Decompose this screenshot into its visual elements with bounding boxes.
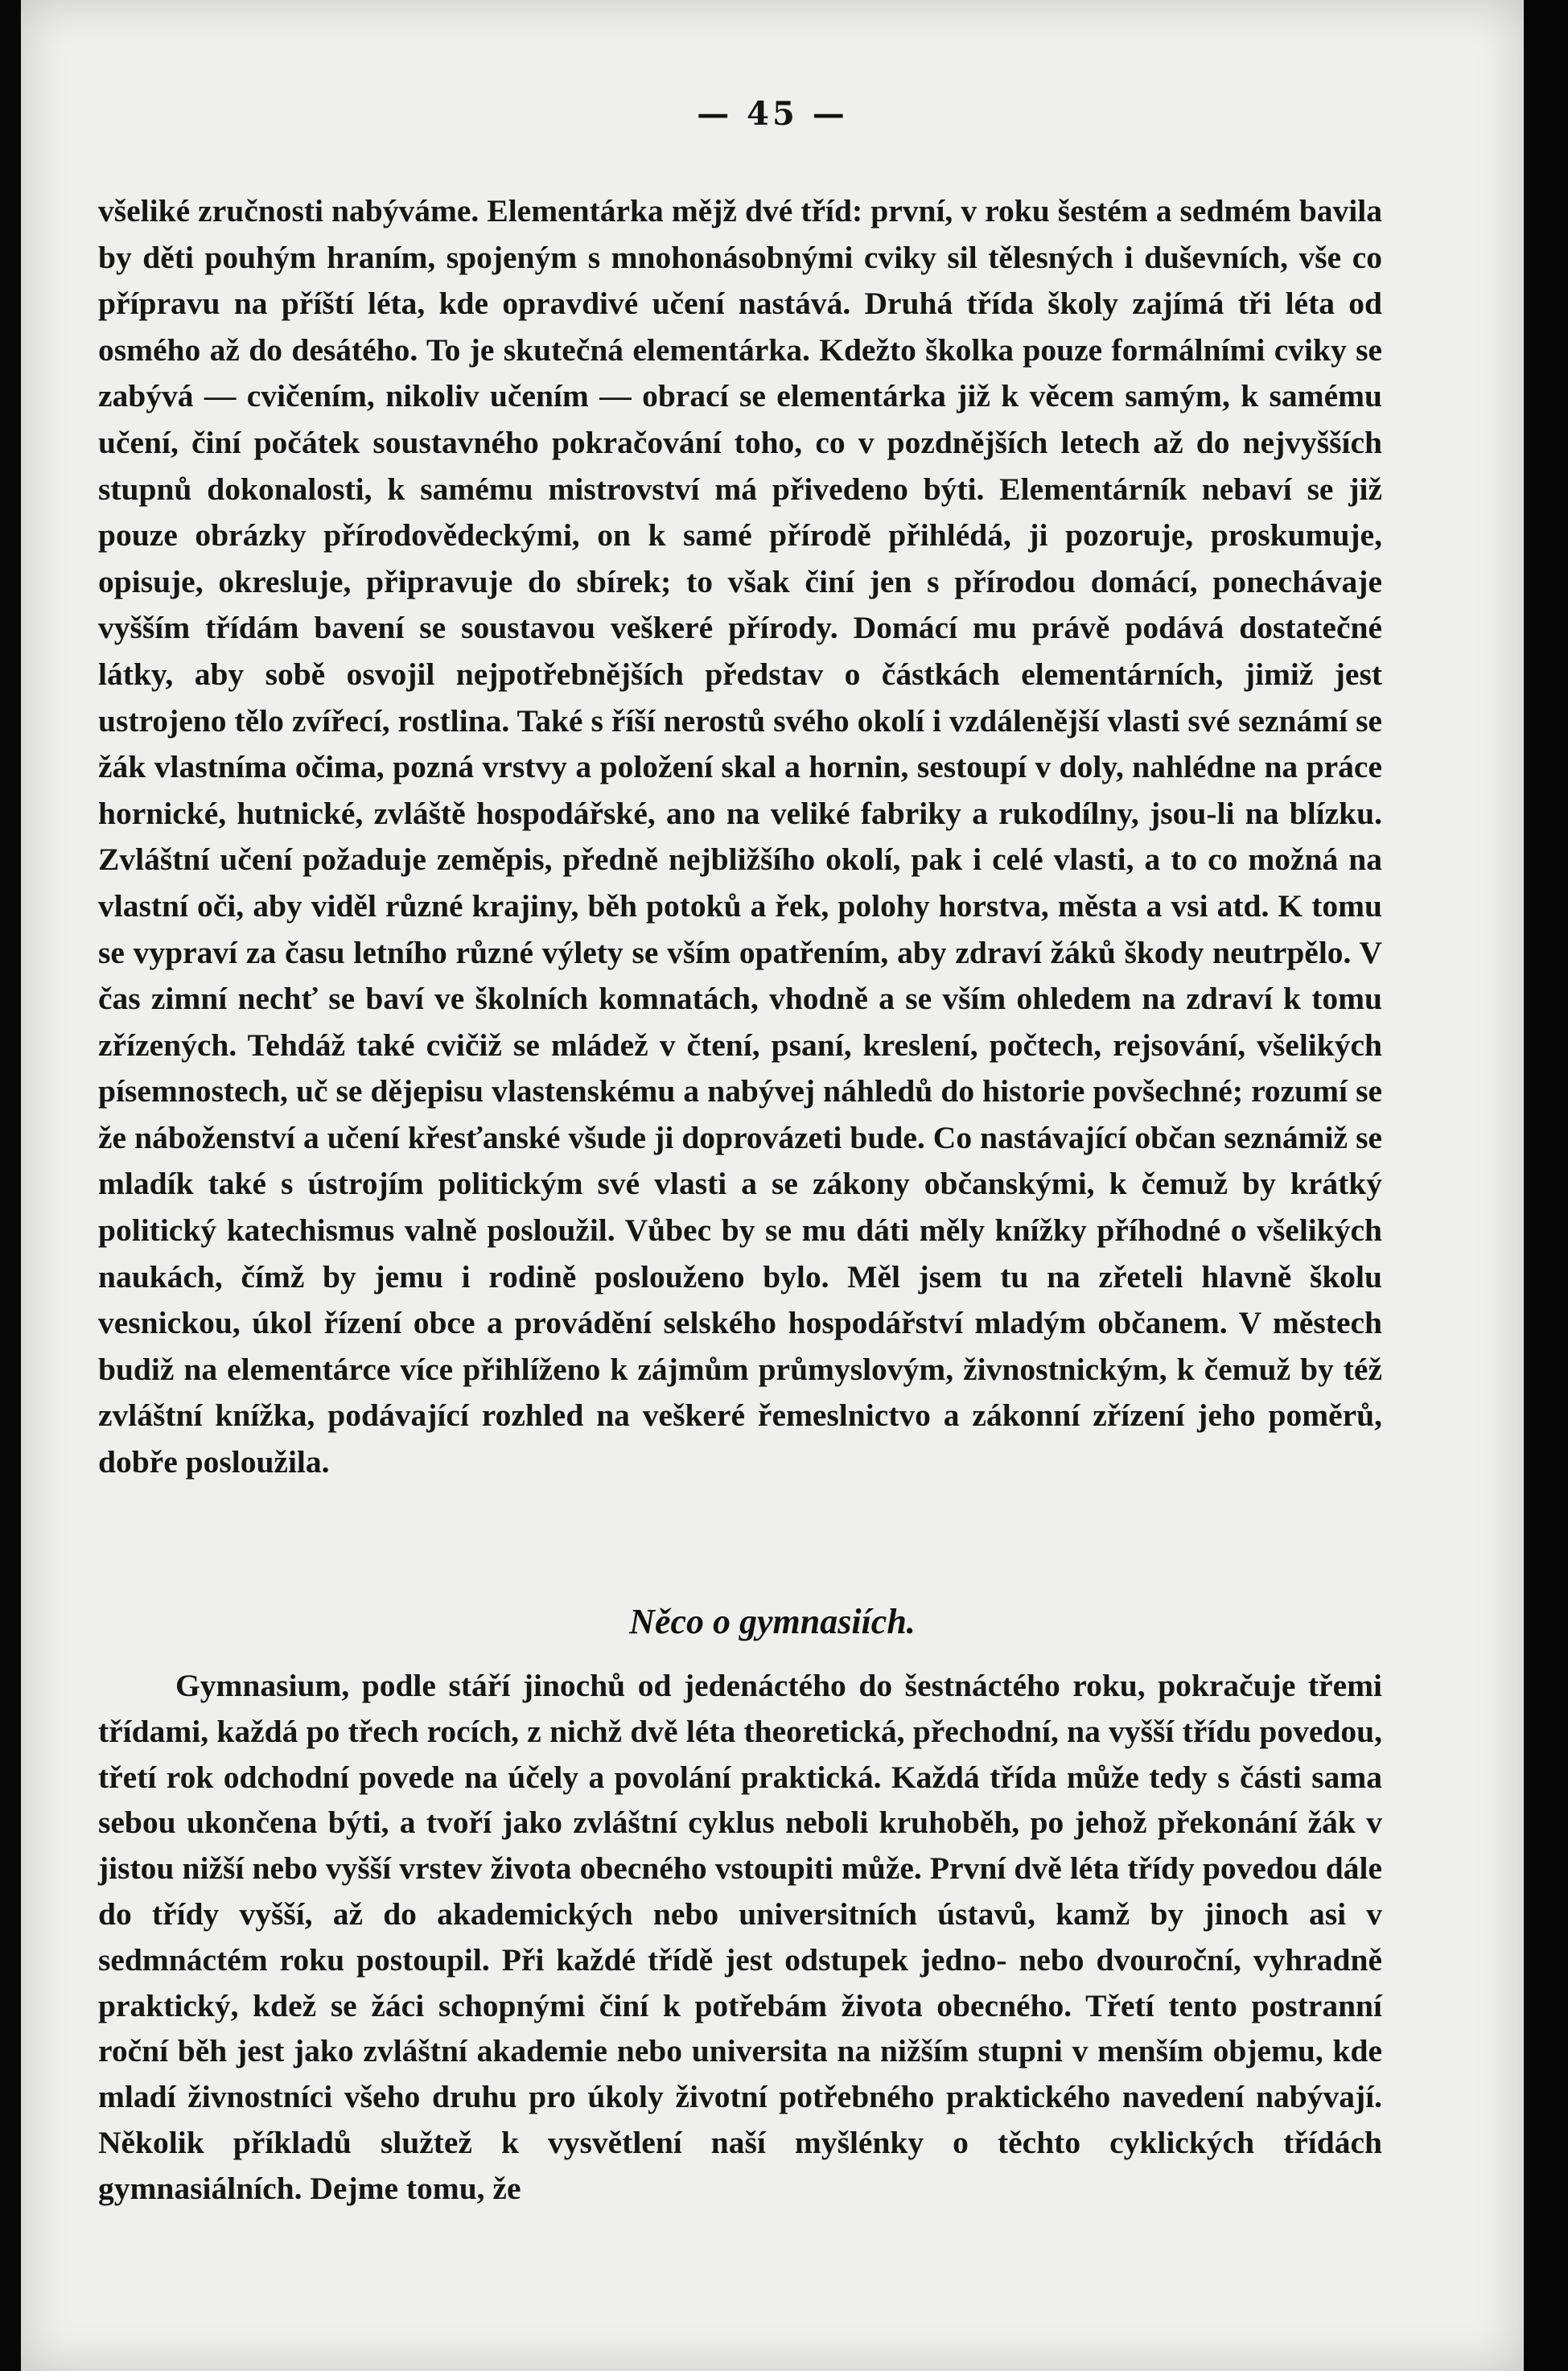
text-column-bottom [98, 1663, 1382, 2212]
book-page [21, 0, 1524, 2371]
section-heading: Něco o gymnasiích. [629, 1602, 916, 1641]
page-number: — 45 — [697, 95, 848, 133]
paragraph-elementarka: všeliké zručnosti nabýváme. Elementárka mějž dvé tříd: první, v roku šestém a sedmém bavila by děti pouhým hraním, spojeným s mnohonásobnými cviky sil tělesných i duševních, vše co přípravu na příští léta, kde opravdivé učení nastává. Druhá třída školy zajímá tři léta od osmého až do desátého. To je skutečná elementárka. Kdežto školka pouze formálními cviky se zabývá — cvičením, nikoliv učením — obrací se elementárka již k věcem samým, k samému učení, činí počátek soustavného pokračování toho, co v pozdnějších letech až do nejvyšších stupnů dokonalosti, k samému mistrovství má přivedeno býti. Elementárník nebaví se již pouze obrázky přírodovědeckými, on k samé přírodě přihlédá, ji pozoruje, proskumuje, opisuje, okresluje, připravuje do sbírek; to však činí jen s přírodou domácí, ponechávaje vyšším třídám bavení se soustavou veškeré přírody. Domácí mu právě podává dostatečné látky, aby sobě osvojil nejpotřebnějších představ o částkách elementárních, jimiž jest ustrojeno tělo zvířecí, rostlina. Také s říší nerostů svého okolí i vzdálenější vlasti své seznámí se žák vlastníma očima, pozná vrstvy a položení skal a hornin, sestoupí v doly, nahlédne na práce hornické, hutnické, zvláště hospodářské, ano na veliké fabriky a rukodílny, jsou-li na blízku. Zvláštní učení požaduje zeměpis, předně nejbližšího okolí, pak i celé vlasti, a to co možná na vlastní oči, aby viděl různé krajiny, běh potoků a řek, polohy horstva, města a vsi atd. K tomu se vypraví za času letního různé výlety se vším opatřením, aby zdraví žáků škody neutrpělo. V čas zimní nechť se baví ve školních komnatách, vhodně a se vším ohledem na zdraví k tomu zřízených. Tehdáž také cvičiž se mládež v čtení, psaní, kreslení, počtech, rejsování, všelikých písemnostech, uč se dějepisu vlastenskému a nabývej náhledů do historie povšechné; rozumí se že náboženství a učení křesťanské všude ji doprovázeti bude. Co nastávající občan seznámiž se mladík také s ústrojím politickým své vlasti a se zákony občanskými, k čemuž by krátký politický katechismus valně posloužil. Vůbec by se mu dáti měly knížky příhodné o všelikých naukách, čímž by jemu i rodině poslouženo bylo. Měl jsem tu na zřeteli hlavně školu vesnickou, úkol řízení obce a provádění selského hospodářství mladým občanem. V městech budiž na elementárce více přihlíženo k zájmům průmyslovým, živnostnickým, k čemuž by též zvláštní knížka, podávající rozhled na veškeré řemeslnictvo a zákonní zřízení jeho poměrů, dobře posloužila. [98, 193, 1382, 1480]
text-column-top [98, 188, 1382, 1486]
scan-border-left [0, 0, 21, 2371]
scan-border-right [1524, 0, 1568, 2371]
paragraph-gymnasium: Gymnasium, podle stáří jinochů od jedenáctého do šestnáctého roku, pokračuje třemi třídami, každá po třech rocích, z nichž dvě léta theoretická, přechodní, na vyšší třídu povedou, třetí rok odchodní povede na účely a povolání praktická. Každá třída může tedy s části sama sebou ukončena býti, a tvoří jako zvláštní cyklus neboli kruhoběh, po jehož překonání žák v jistou nižší nebo vyšší vrstev života obecného vstoupiti může. První dvě léta třídy povedou dále do třídy vyšší, až do akademických nebo universitních ústavů, kamž by jinoch asi v sedmnáctém roku postoupil. Při každé třídě jest odstupek jedno- nebo dvouroční, vyhradně praktický, kdež se žáci schopnými činí k potřebám života obecného. Třetí tento postranní roční běh jest jako zvláštní akademie nebo universita na nižším stupni v menším objemu, kde mladí živnostníci všeho druhu pro úkoly životní potřebného praktického navedení nabývají. Několik příkladů služtež k vysvětlení naší myšlénky o těchto cyklických třídách gymnasiálních. Dejme tomu, že [98, 1668, 1382, 2206]
